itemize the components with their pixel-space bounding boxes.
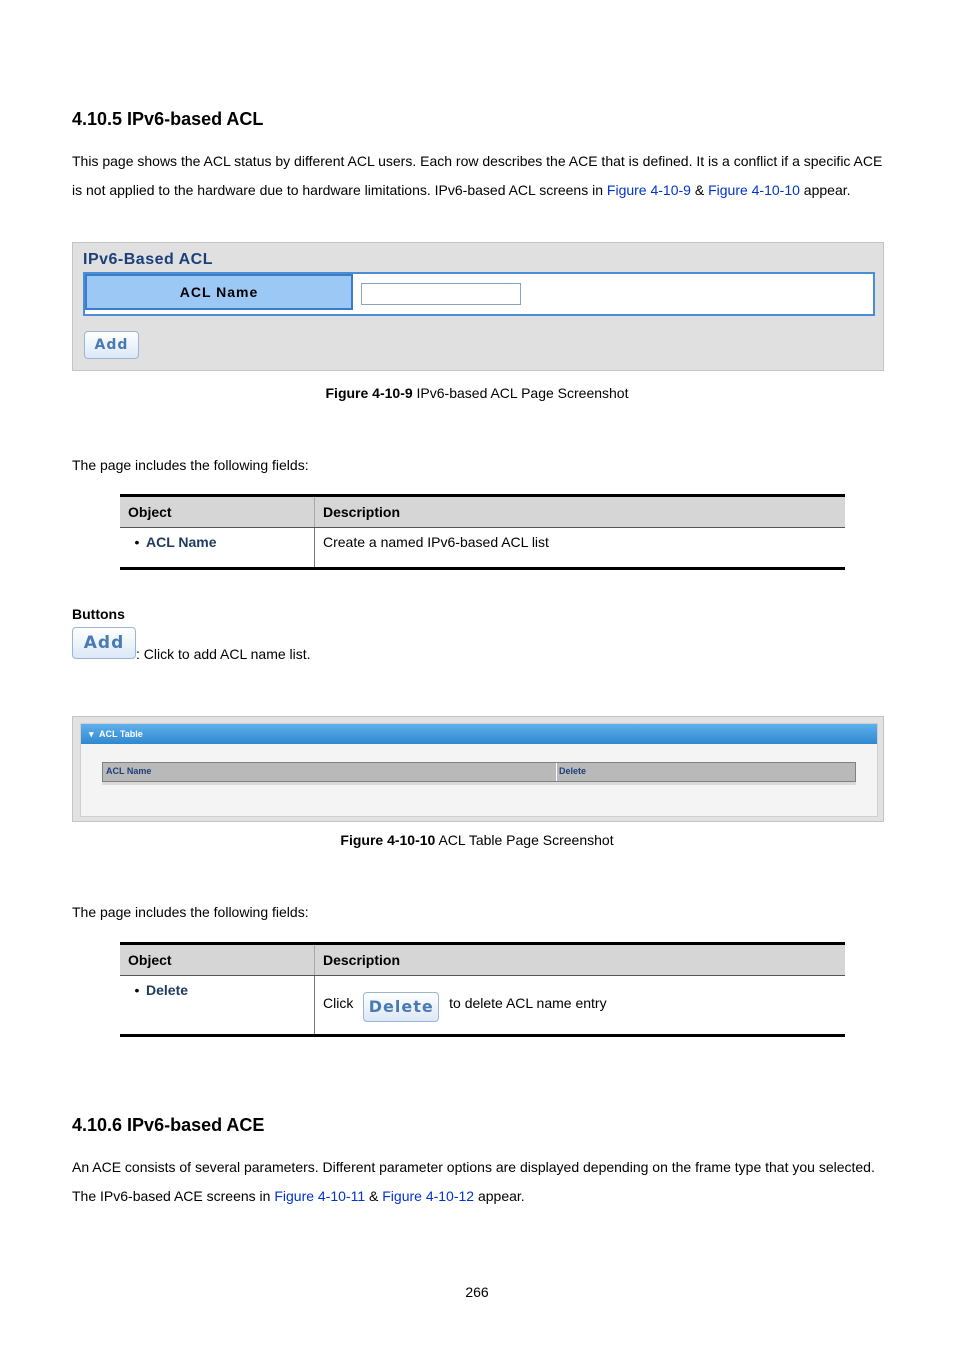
add-button[interactable]: Add bbox=[84, 331, 139, 359]
click-text: Click bbox=[323, 994, 354, 1011]
table-shadow bbox=[102, 782, 856, 785]
add-button-description: : Click to add ACL name list. bbox=[136, 646, 311, 662]
section-heading-ipv6-ace: 4.10.6 IPv6-based ACE bbox=[72, 1115, 265, 1135]
table-bottom-rule bbox=[120, 1034, 845, 1037]
acl-name-input[interactable] bbox=[361, 283, 521, 305]
header-object: Object bbox=[120, 497, 315, 528]
figure-caption-4-10-9 bbox=[72, 385, 882, 401]
object-name: ACL Name bbox=[146, 534, 217, 550]
description-cell: Create a named IPv6-based ACL list bbox=[323, 534, 549, 550]
header-description: Description bbox=[315, 497, 846, 528]
intro-end-text: appear. bbox=[474, 1188, 525, 1204]
acl-table-panel bbox=[80, 723, 878, 817]
object-cell bbox=[120, 528, 315, 568]
caption-text: ACL Table Page Screenshot bbox=[435, 832, 614, 848]
acl-table-title: ACL Table bbox=[99, 729, 143, 739]
figure-caption-4-10-10 bbox=[72, 832, 882, 848]
caption-text: IPv6-based ACL Page Screenshot bbox=[412, 385, 629, 401]
table-row bbox=[120, 976, 845, 1034]
bullet-icon: • bbox=[134, 534, 140, 550]
intro-end-text: appear. bbox=[799, 182, 851, 198]
header-description: Description bbox=[315, 945, 846, 976]
fields-intro-2: The page includes the following fields: bbox=[72, 904, 309, 920]
fields-intro-1: The page includes the following fields: bbox=[72, 457, 309, 473]
bullet-icon: • bbox=[134, 982, 140, 998]
figure-acl-table bbox=[72, 716, 884, 822]
description-cell bbox=[315, 976, 846, 1034]
amp-text: & bbox=[365, 1188, 383, 1204]
figure-ipv6-based-acl bbox=[72, 242, 884, 371]
acl-name-label: ACL Name bbox=[85, 274, 353, 310]
delete-description: to delete ACL name entry bbox=[449, 994, 607, 1011]
caption-label: Figure 4-10-10 bbox=[340, 832, 436, 848]
section-intro bbox=[72, 147, 884, 205]
amp-text: & bbox=[690, 182, 709, 198]
intro-text: An ACE consists of several parameters. Different parameter options are displayed depending on the frame type that you selected. The IPv6-based ACE screens in bbox=[72, 1159, 875, 1204]
acl-table-header bbox=[81, 724, 877, 744]
panel-title: IPv6-Based ACL bbox=[83, 251, 213, 268]
header-object: Object bbox=[120, 945, 315, 976]
page-number: 266 bbox=[465, 1284, 489, 1300]
acl-table-columns bbox=[102, 762, 856, 782]
table-row bbox=[120, 528, 845, 568]
link-figure-4-10-10[interactable]: Figure 4-10-10 bbox=[708, 182, 800, 198]
add-button-sample[interactable]: Add bbox=[72, 627, 136, 659]
link-figure-4-10-12[interactable]: Figure 4-10-12 bbox=[382, 1188, 475, 1204]
collapse-arrow-icon[interactable]: ▾ bbox=[89, 729, 94, 739]
column-separator bbox=[556, 763, 557, 781]
caption-label: Figure 4-10-9 bbox=[325, 385, 413, 401]
intro-text: This page shows the ACL status by different ACL users. Each row describes the ACE that is defined. It is a conflict if a specific ACE is not applied to the hardware due to hardware limitations. IPv6-based ACL screens in bbox=[72, 153, 883, 198]
section-heading-ipv6-acl: 4.10.5 IPv6-based ACL bbox=[72, 109, 264, 129]
object-cell bbox=[120, 976, 315, 1034]
buttons-heading: Buttons bbox=[72, 606, 125, 622]
acl-name-row bbox=[83, 272, 875, 316]
column-acl-name: ACL Name bbox=[106, 766, 152, 776]
fields-table-1 bbox=[120, 497, 845, 568]
section-intro bbox=[72, 1153, 884, 1211]
column-delete: Delete bbox=[559, 766, 587, 776]
delete-button-sample[interactable]: Delete bbox=[363, 992, 439, 1022]
object-name: Delete bbox=[146, 982, 189, 998]
table-bottom-rule bbox=[120, 567, 845, 570]
fields-table-2 bbox=[120, 945, 845, 1034]
link-figure-4-10-9[interactable]: Figure 4-10-9 bbox=[606, 182, 691, 198]
link-figure-4-10-11[interactable]: Figure 4-10-11 bbox=[274, 1188, 366, 1204]
